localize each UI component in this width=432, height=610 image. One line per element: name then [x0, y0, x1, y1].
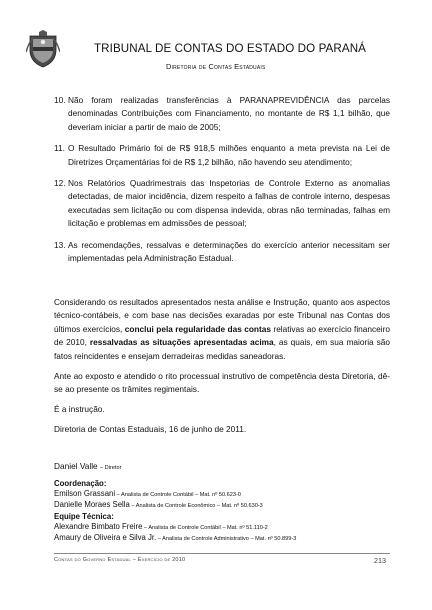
conclusion-paragraph — [54, 296, 390, 363]
item-text: Não foram realizadas transferências à PARANAPREVIDÊNCIA das parcelas denominadas Contribuições com Financiamento, no montante de R$ 1,1 bilhão, que deveriam iniciar a partir de maio de 2005; — [68, 95, 390, 132]
conclusion-text: Considerando os resultados apresentados nesta análise e Instrução, quanto aos aspectos técnico-contábeis, e com base nas decisões exaradas por este Tribunal nas Contas dos últimos exercícios, — [54, 297, 390, 334]
item-number: 13. — [54, 239, 66, 250]
list-item — [54, 94, 390, 134]
department-title: Diretoria de Contas Estaduais — [166, 62, 266, 71]
item-text: O Resultado Primário foi de R$ 918,5 milhões enquanto a meta prevista na Lei de Diretrizes Orçamentárias foi de R$ 1,2 bilhão, não havendo seu atendimento; — [68, 143, 390, 167]
date-line: Diretoria de Contas Estaduais, 16 de junho de 2011. — [54, 424, 247, 434]
item-text: As recomendações, ressalvas e determinações do exercício anterior necessitam ser implementadas pela Administração Estadual. — [68, 239, 390, 264]
conclusion-bold-reservations: ressalvadas as situações apresentadas acima — [89, 337, 274, 348]
team-member — [54, 500, 296, 511]
exposto-paragraph: Ante ao exposto e atendido o rito processual instrutivo de competência desta Diretoria, dê-se ao presente os trâmites regimentais. — [54, 371, 390, 395]
item-number: 12. — [54, 178, 66, 189]
team-member — [54, 533, 296, 544]
member-role: – Analista de Controle Contábil – Mat. nº 51.110-2 — [142, 524, 268, 531]
item-number: 11. — [54, 143, 65, 154]
list-item — [54, 239, 390, 266]
coordination-label: Coordenação: — [54, 479, 107, 488]
coat-of-arms-icon — [26, 30, 60, 68]
member-name: Alexandre Bimbato Freire — [54, 521, 143, 531]
team-block — [54, 479, 296, 544]
organization-title: TRIBUNAL DE CONTAS DO ESTADO DO PARANÁ — [94, 42, 366, 55]
team-member — [54, 522, 296, 533]
list-item — [54, 177, 390, 231]
conclusion-text: , as quais, em sua maioria são fatos reincidentes e ensejam derradeiras medidas saneadoras. — [54, 337, 390, 361]
signer-name: Daniel Valle — [54, 461, 98, 471]
findings-list — [54, 94, 390, 273]
conclusion-text: relativas ao exercício financeiro de 2010, — [54, 323, 391, 348]
signer-role: – Diretor — [99, 465, 122, 471]
member-role: – Analista de Controle Administrativo – Mat. nº 50.899-3 — [156, 536, 297, 543]
signature-line — [54, 460, 121, 474]
conclusion-bold-regularity: conclui pela regularidade das contas — [124, 323, 271, 334]
item-text: Nos Relatórios Quadrimestrais das Inspetorias de Controle Externo as anomalias detectadas, de maior incidência, dizem respeito a falhas de controle interno, despesas executadas sem licitação ou com dispensa indevida, obras não terminadas, falhas em licitação e problemas em admissões de pessoal; — [68, 178, 390, 229]
footer-divider — [54, 553, 390, 554]
team-member — [54, 489, 296, 500]
member-role: – Analista de Controle Contábil – Mat. nº 50.623-0 — [115, 492, 241, 499]
technical-team-label: Equipe Técnica: — [54, 511, 114, 521]
member-role: – Analista de Controle Econômico – Mat. nº 50.630-3 — [129, 503, 263, 510]
member-name: Emilson Grassani — [54, 489, 116, 499]
page-number: 213 — [374, 556, 386, 565]
page-header — [26, 30, 416, 78]
footer-title: Contas do Governo Estadual – Exercício de 2010 — [54, 557, 186, 563]
item-number: 10. — [54, 95, 66, 105]
instrucao-paragraph: É a instrução. — [54, 404, 105, 414]
member-name: Amaury de Oliveira e Silva Jr. — [54, 533, 157, 543]
member-name: Danielle Moraes Sella — [54, 500, 130, 510]
list-item — [54, 142, 390, 169]
